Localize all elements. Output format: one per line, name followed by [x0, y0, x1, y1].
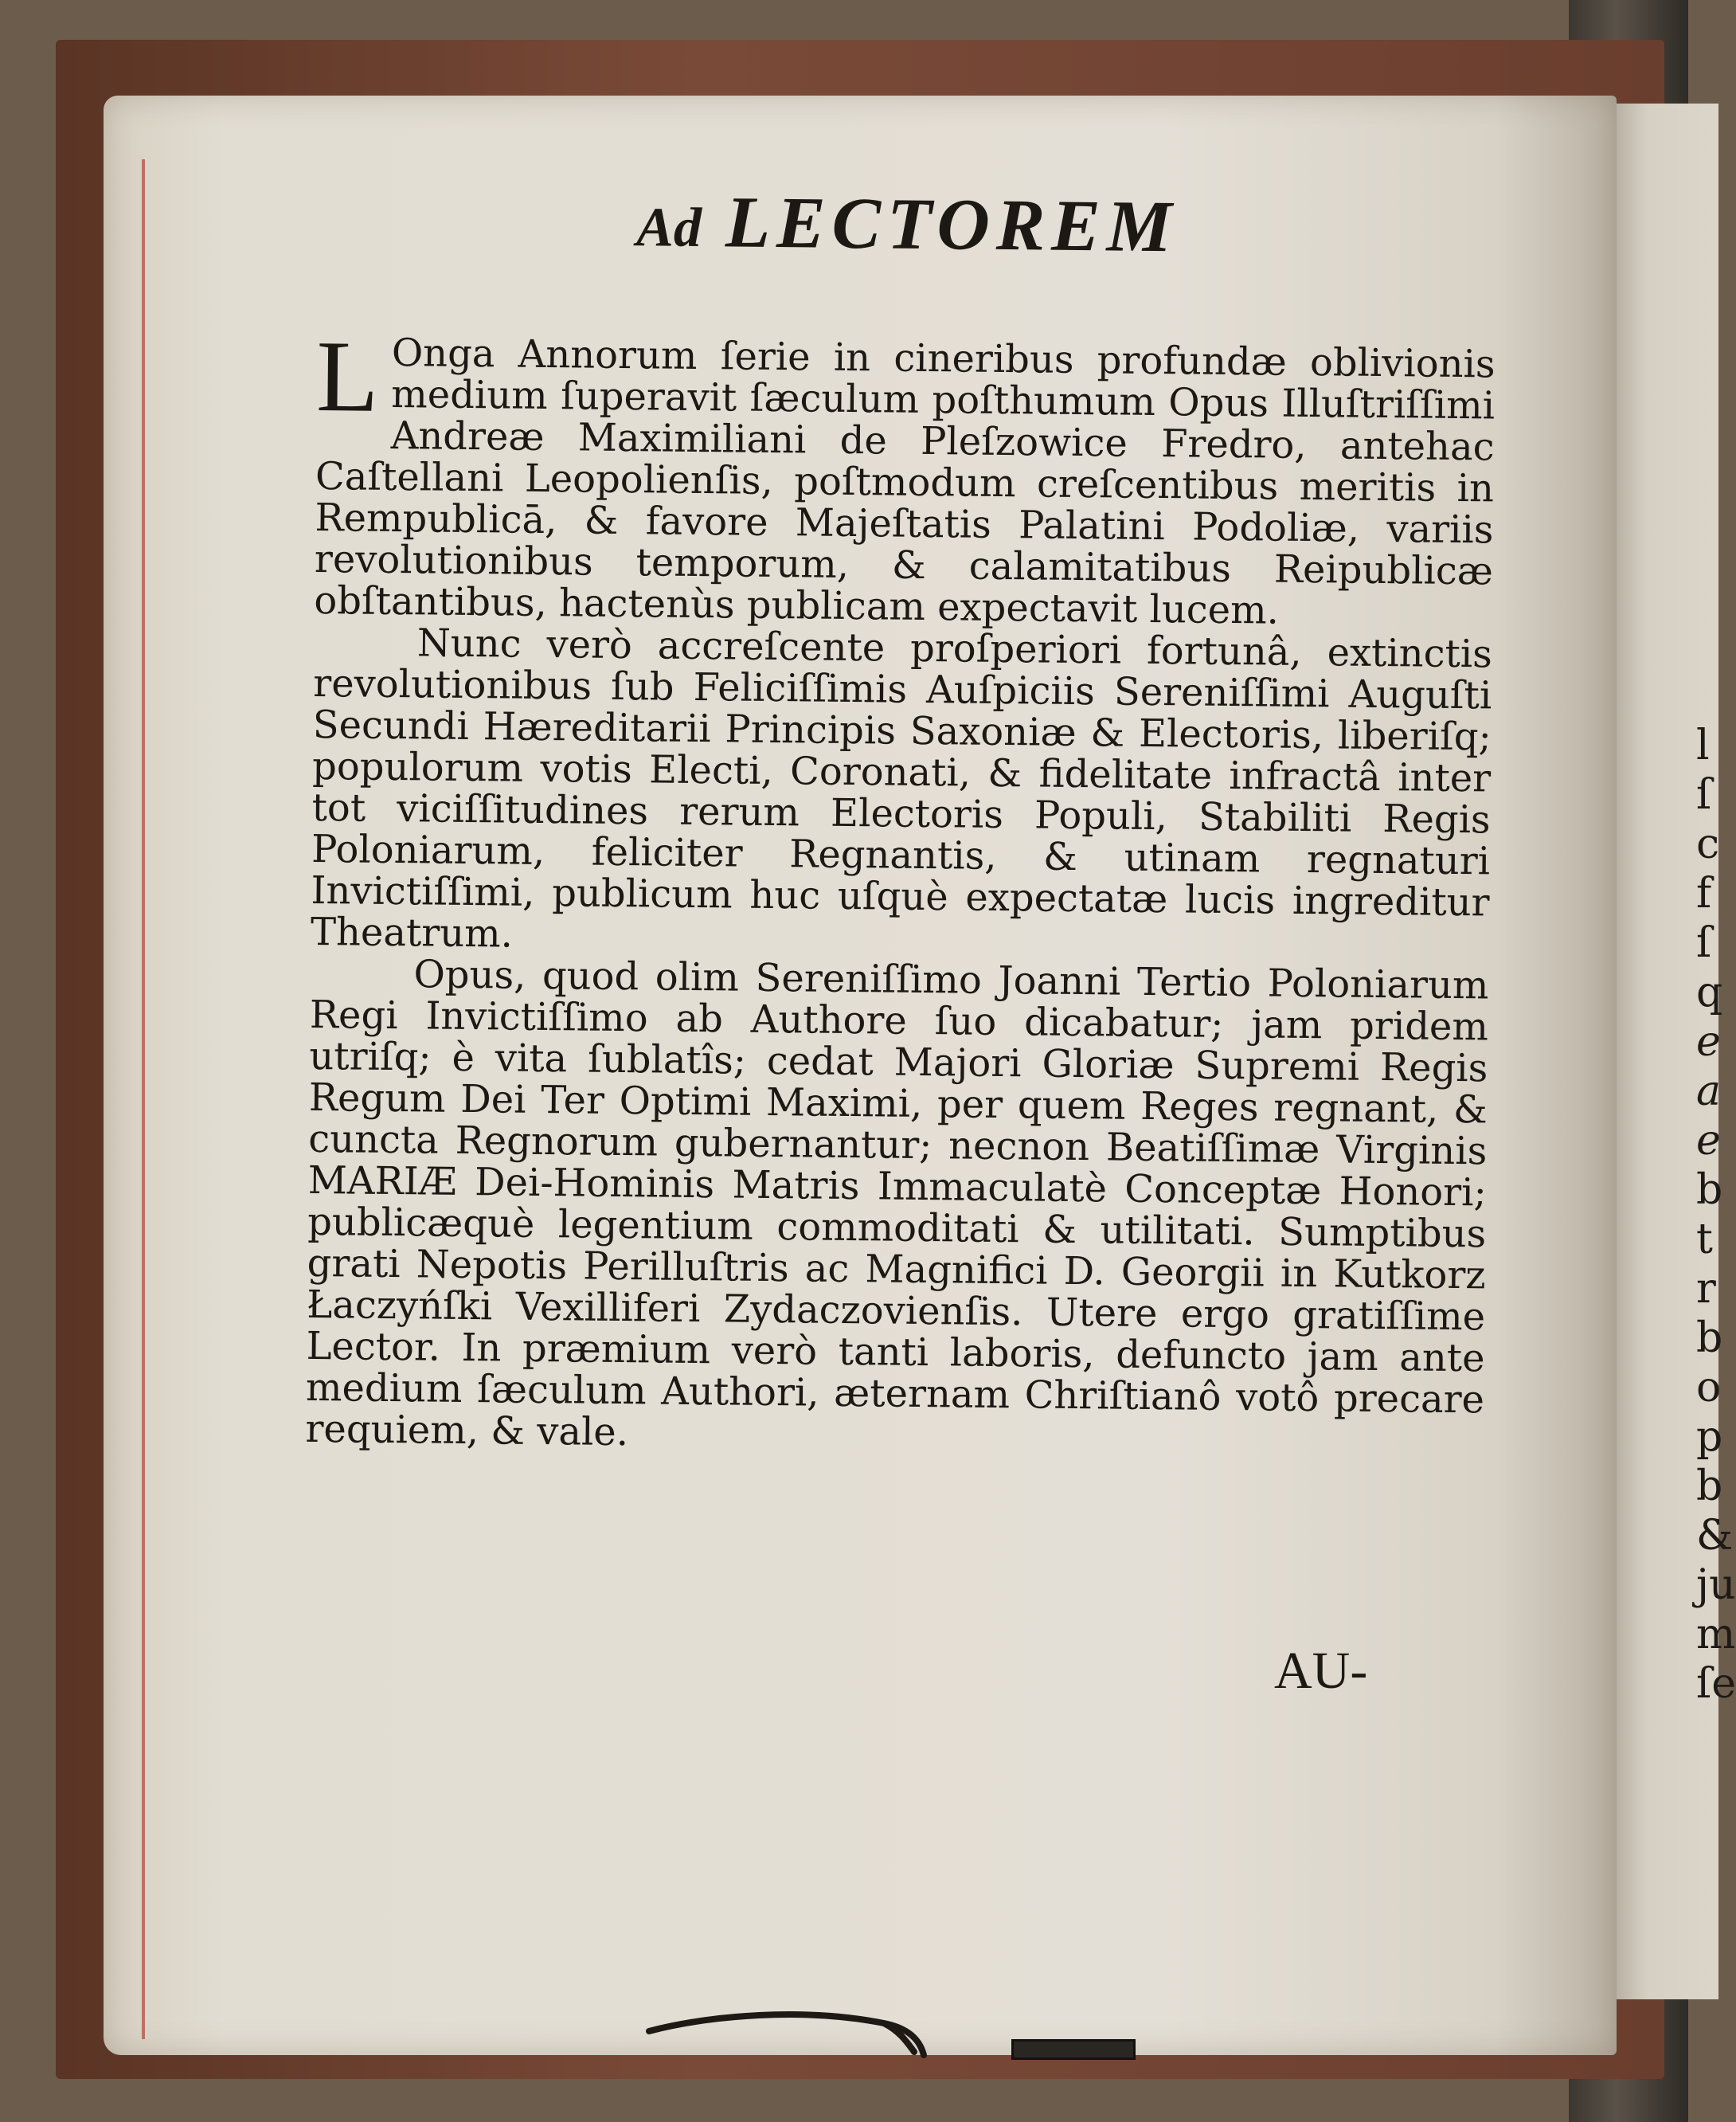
facing-letter: c	[1696, 820, 1720, 868]
paragraph-2: Nunc verò accreſcente proſperiori fortunâ, extinctis revolutionibus ſub Feliciſſimis Auſpiciis Sereniſſimi Auguſti Secundi Hæreditarii Principis Saxoniæ & Electoris, liberiſq; populorum votis Electi, Coronati, & fidelitate infractâ inter tot viciſſitudines rerum Electoris Populi, Stabiliti Regis Poloniarum, feliciter Regnantis, & utinam regnaturi Invictiſſimi, publicum huc uſquè expectatæ lucis ingreditur Theatrum.	[310, 621, 1493, 957]
facing-letter: a	[1696, 1067, 1722, 1115]
facing-letter: q	[1696, 969, 1723, 1016]
facing-letter: b	[1696, 1462, 1723, 1510]
facing-letter: ju	[1696, 1561, 1736, 1609]
facing-letter: m	[1696, 1611, 1736, 1658]
title-prefix: Ad	[635, 197, 702, 260]
facing-page	[1617, 104, 1736, 1999]
paragraph-1	[314, 319, 1496, 633]
facing-letter: &	[1696, 1512, 1734, 1560]
facing-letter: ſ	[1696, 919, 1712, 967]
paragraph-3: Opus, quod olim Sereniſſimo Joanni Tertio Poloniarum Regi Invictiſſimo ab Authore ſuo dicabatur; jam pridem utriſq; è vita ſublatîs; cedat Majori Gloriæ Supremi Regis Regum Dei Ter Optimi Maximi, per quem Reges regnant, & cuncta Regnorum gubernantur; necnon Beatiſſimæ Virginis MARIÆ Dei-Hominis Matris Immaculatè Conceptæ Honori; publicæquè legentium commoditati & utilitati. Sumptibus grati Nepotis Perilluſtris ac Magnifici D. Georgii in Kutkorz Łaczyńſki Vexilliferi Zydaczovienſis. Utere ergo gratiſſime Lector. In præmium verò tanti laboris, defuncto jam ante medium ſæculum Authori, æternam Chriſtianô votô precare requiem, & vale.	[305, 952, 1489, 1455]
facing-letter: t	[1696, 1216, 1713, 1263]
page-title	[318, 175, 1497, 272]
tailpiece-ornament	[645, 1999, 932, 2063]
facing-letter: e	[1696, 1018, 1721, 1066]
facing-letter: b	[1696, 1166, 1723, 1214]
page-text	[305, 175, 1497, 1462]
facing-letter: b	[1696, 1314, 1723, 1362]
facing-letter: ſ	[1696, 771, 1712, 819]
facing-letter: l	[1696, 722, 1710, 769]
bookmark-slip	[1011, 2039, 1136, 2060]
catchword: AU-	[1274, 1642, 1368, 1700]
facing-letter: o	[1696, 1364, 1722, 1411]
facing-letter: r	[1696, 1265, 1716, 1313]
margin-rule	[142, 159, 145, 2039]
facing-letter: f	[1696, 870, 1712, 918]
drop-cap: L	[315, 319, 380, 433]
facing-letter: p	[1696, 1413, 1723, 1461]
facing-letter: e	[1696, 1117, 1721, 1165]
facing-letter: ſe	[1696, 1660, 1736, 1708]
paragraph-1-text: Onga Annorum ſerie in cineribus profundæ oblivionis medium ſuperavit ſæculum poſthumum Opus Illuſtriſſimi Andreæ Maximiliani de Pleſzowice Fredro, antehac Caſtellani Leopolienſis, poſtmodum creſcentibus meritis in Rempublicā, & favore Majeſtatis Palatini Podoliæ, variis revolutionibus temporum, & calamitatibus Reipublicæ obſtantibus, hactenùs publicam expectavit lucem.	[314, 330, 1496, 633]
title-main: LECTOREM	[725, 181, 1179, 268]
